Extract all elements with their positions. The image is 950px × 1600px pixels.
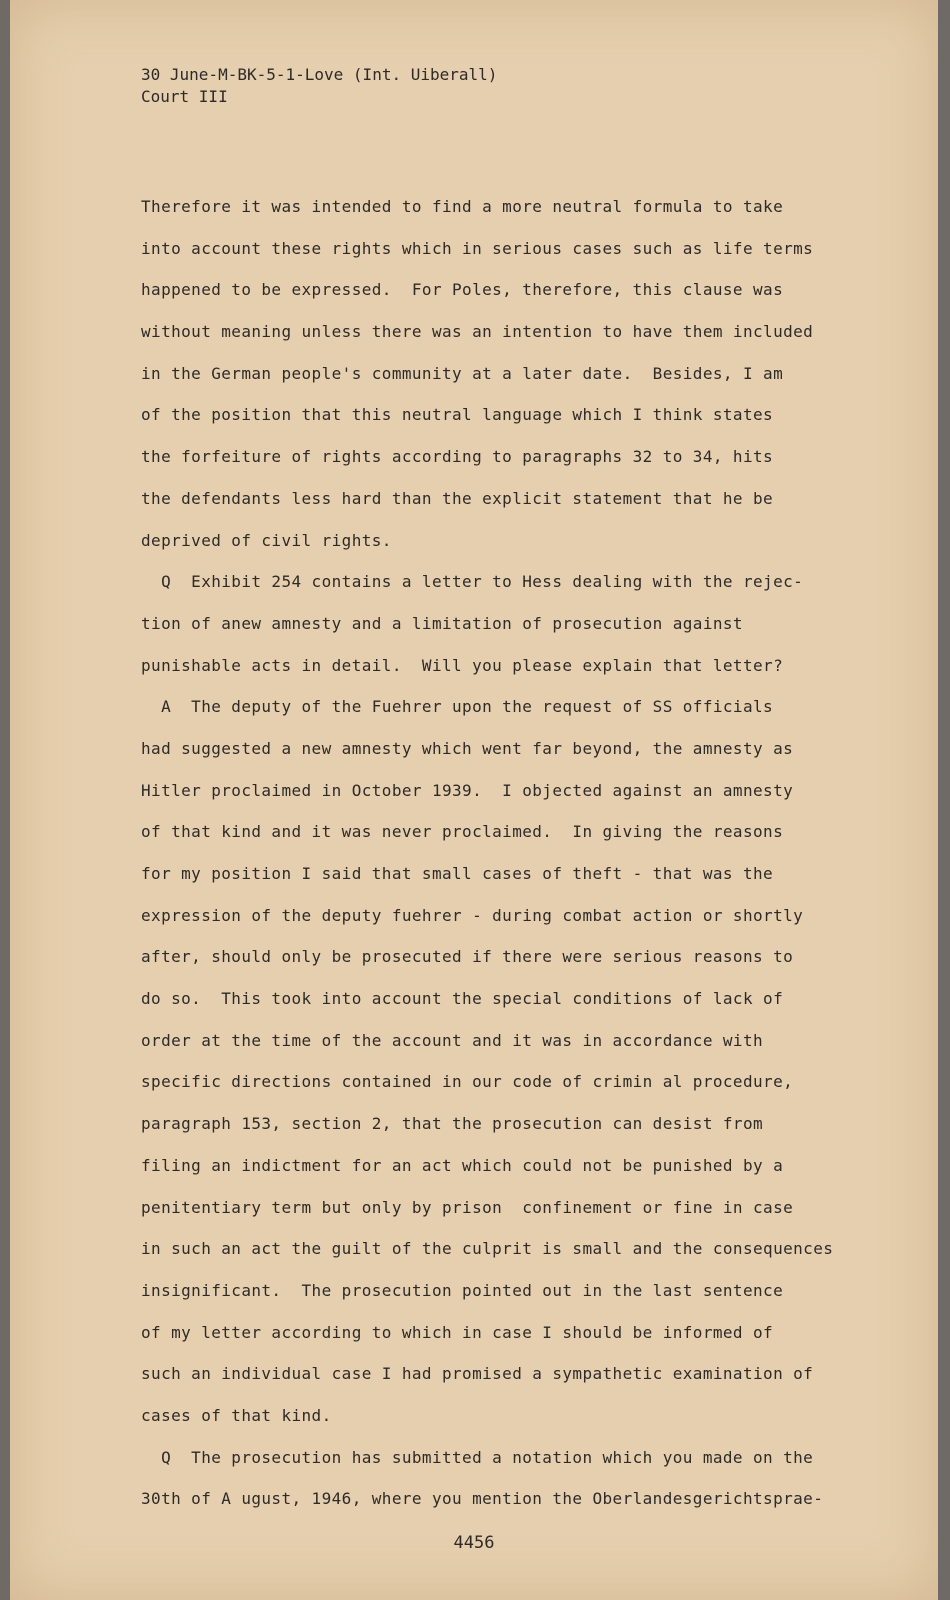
transcript-line: into account these rights which in serious cases such as life terms (141, 238, 814, 258)
transcript-line: Q The prosecution has submitted a notation which you made on the (141, 1447, 814, 1467)
document-header (141, 64, 497, 108)
transcript-line: insignificant. The prosecution pointed out in the last sentence (141, 1280, 784, 1300)
transcript-line: do so. This took into account the special conditions of lack of (141, 989, 784, 1009)
transcript-line: Therefore it was intended to find a more neutral formula to take (141, 197, 784, 216)
transcript-line: A The deputy of the Fuehrer upon the request of SS officials (141, 697, 774, 717)
transcript-line: tion of anew amnesty and a limitation of prosecution against (141, 613, 743, 633)
transcript-line: order at the time of the account and it was in accordance with (141, 1030, 764, 1050)
page-number: 4456 (453, 1533, 495, 1553)
transcript-line: the forfeiture of rights according to paragraphs 32 to 34, hits (141, 447, 774, 467)
transcript-line: of the position that this neutral language which I think states (141, 405, 774, 425)
transcript-line: paragraph 153, section 2, that the prosecution can desist from (141, 1114, 764, 1134)
transcript-line: deprived of civil rights. (141, 530, 392, 550)
transcript-line: punishable acts in detail. Will you please explain that letter? (141, 655, 784, 675)
header-court: Court III (141, 87, 228, 106)
transcript-line: of my letter according to which in case I should be informed of (141, 1322, 774, 1342)
transcript-line: such an individual case I had promised a sympathetic examination of (141, 1364, 814, 1384)
transcript-line: had suggested a new amnesty which went far beyond, the amnesty as (141, 738, 794, 758)
transcript-line: 30th of A ugust, 1946, where you mention the Oberlandesgerichtsprae- (141, 1489, 824, 1509)
transcript-body (141, 186, 881, 1520)
transcript-line: Q Exhibit 254 contains a letter to Hess dealing with the rejec- (141, 572, 804, 592)
transcript-line: expression of the deputy fuehrer - during combat action or shortly (141, 905, 804, 925)
transcript-line: happened to be expressed. For Poles, therefore, this clause was (141, 280, 784, 300)
transcript-line: in the German people's community at a later date. Besides, I am (141, 363, 784, 383)
transcript-line: specific directions contained in our code of crimin al procedure, (141, 1072, 794, 1092)
transcript-line: after, should only be prosecuted if there were serious reasons to (141, 947, 794, 967)
transcript-line: of that kind and it was never proclaimed. In giving the reasons (141, 822, 784, 842)
transcript-line: penitentiary term but only by prison confinement or fine in case (141, 1197, 794, 1217)
transcript-line: the defendants less hard than the explicit statement that he be (141, 488, 774, 508)
transcript-line: in such an act the guilt of the culprit is small and the consequences (141, 1239, 834, 1259)
transcript-line: without meaning unless there was an intention to have them included (141, 322, 814, 342)
transcript-line: for my position I said that small cases of theft - that was the (141, 864, 774, 883)
transcript-line: Hitler proclaimed in October 1939. I objected against an amnesty (141, 780, 794, 800)
document-page (10, 0, 938, 1600)
header-reference: 30 June-M-BK-5-1-Love (Int. Uiberall) (141, 65, 498, 84)
transcript-line: filing an indictment for an act which could not be punished by a (141, 1155, 784, 1175)
transcript-line: cases of that kind. (141, 1405, 332, 1425)
